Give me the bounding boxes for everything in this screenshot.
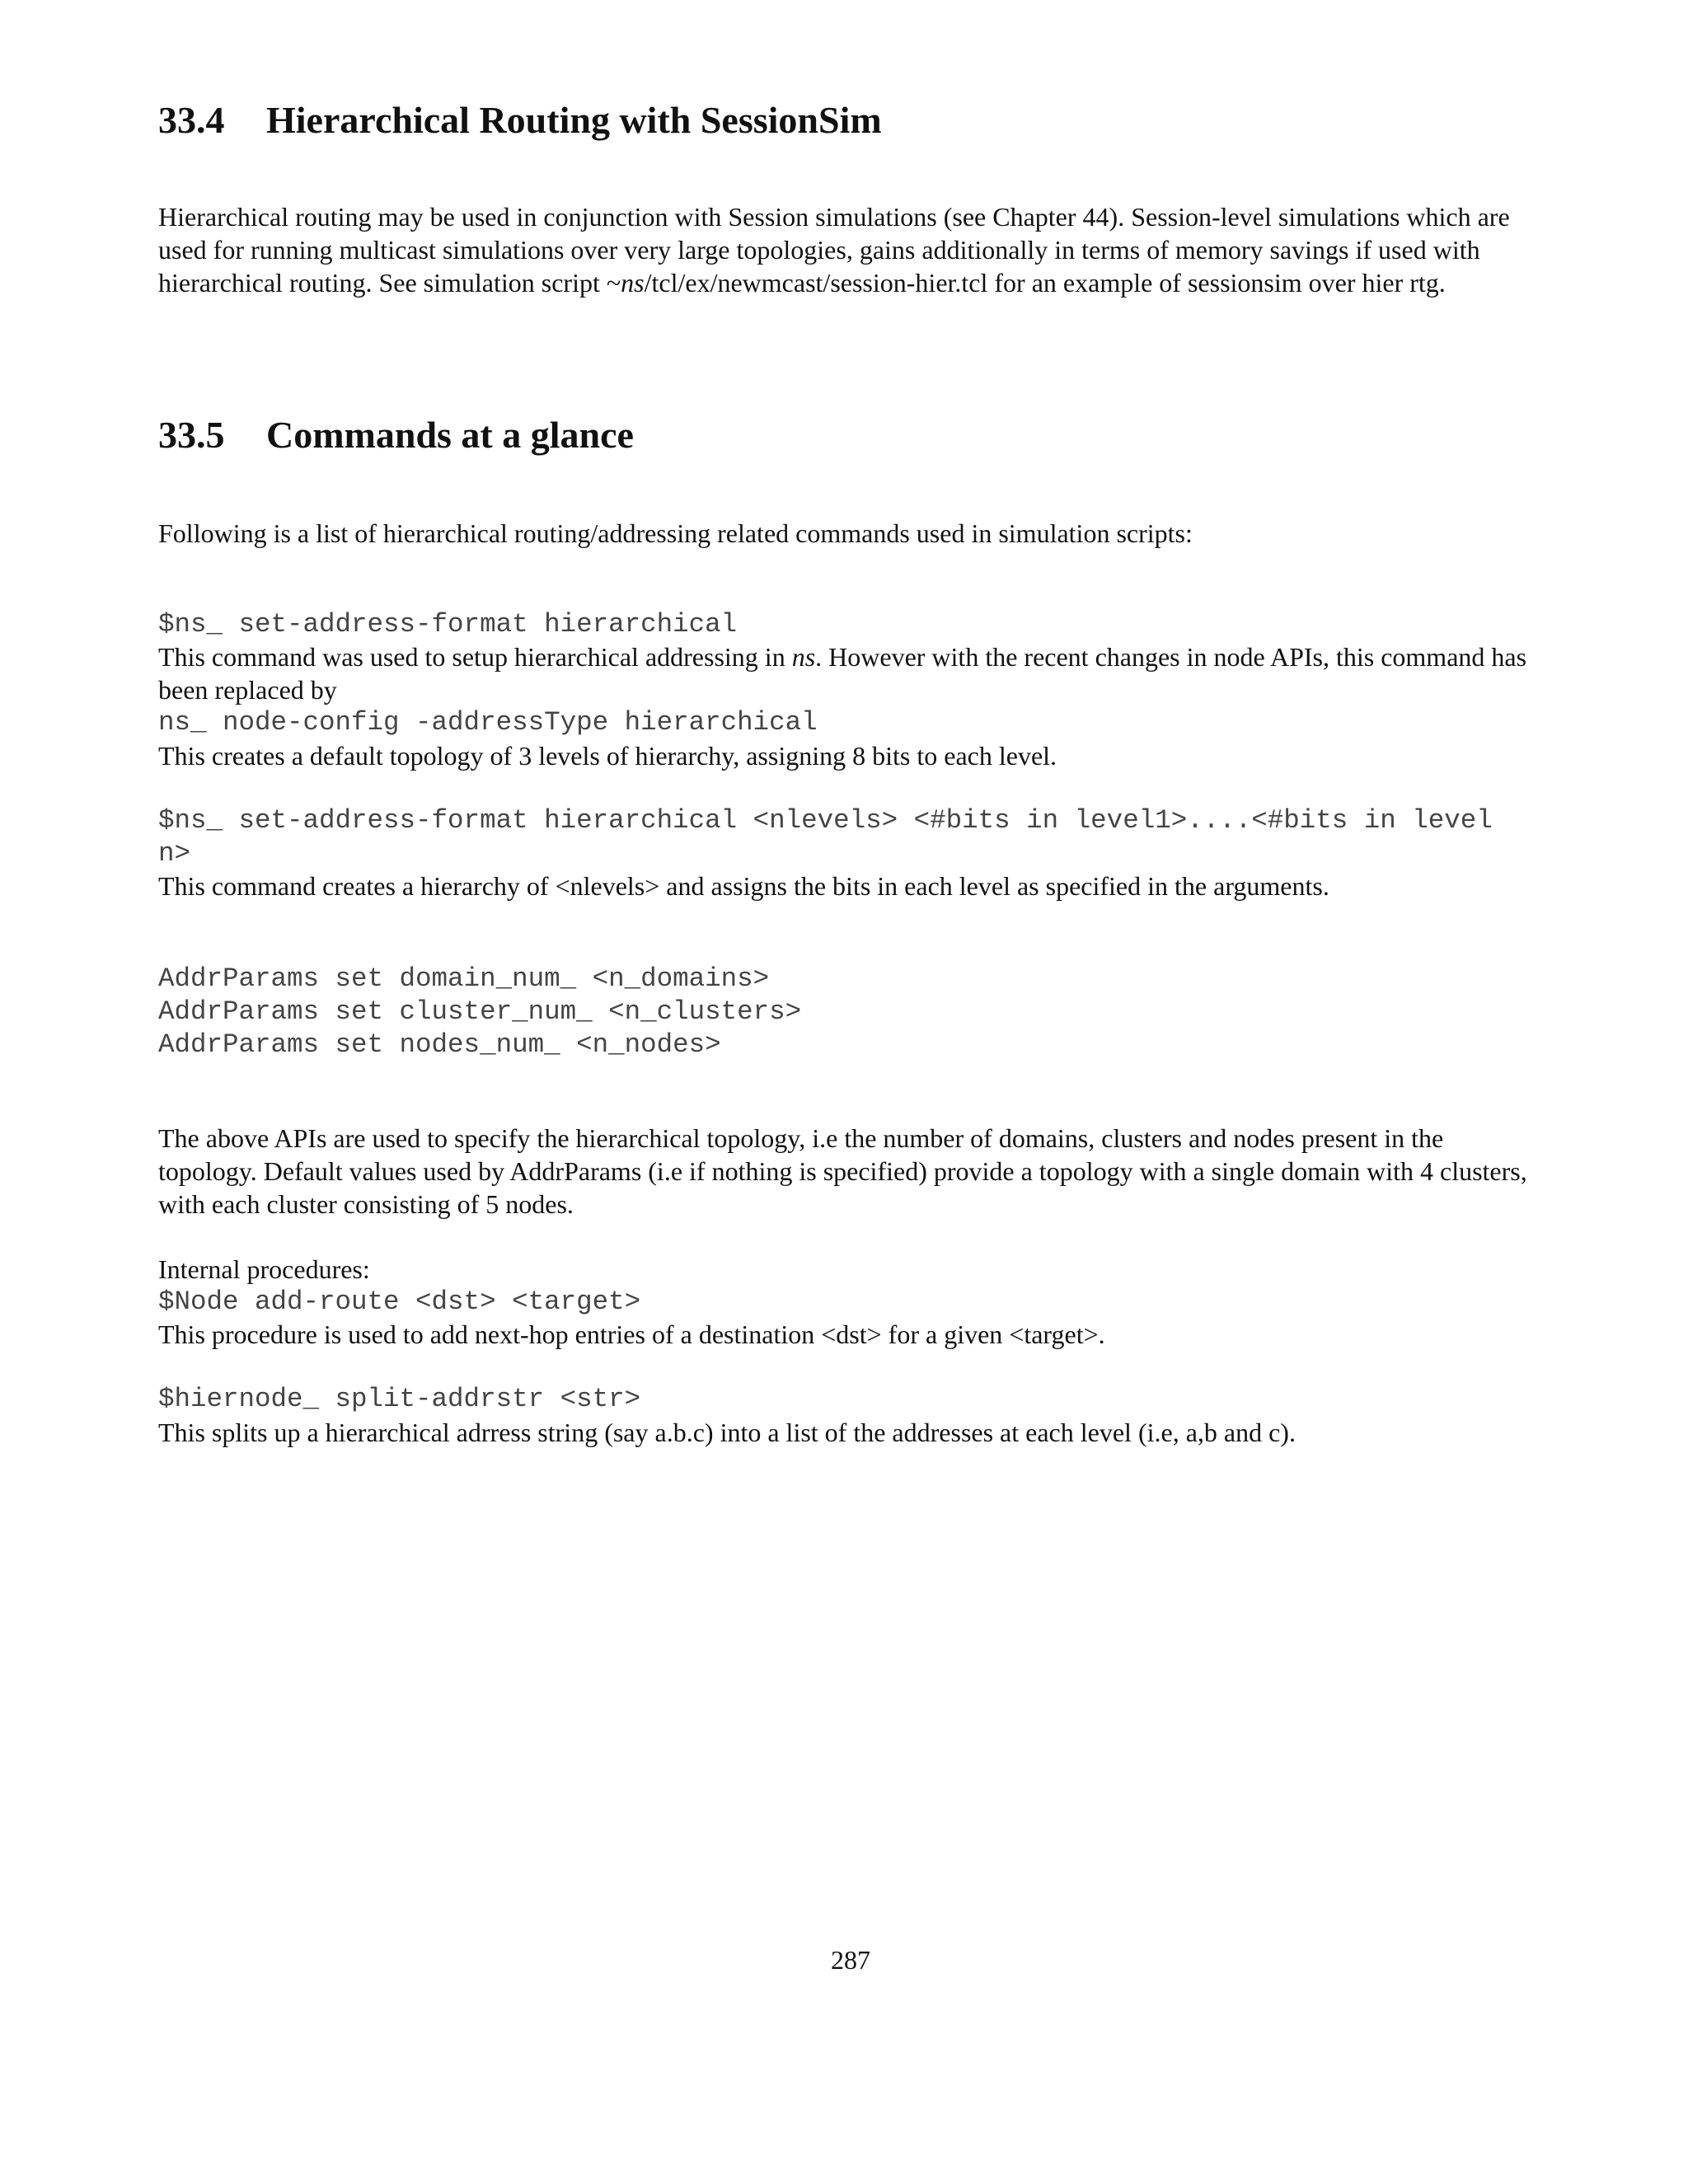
code-addrparams-nodes: AddrParams set nodes_num_ <n_nodes> — [158, 1029, 721, 1060]
cmd1-description — [158, 640, 1543, 706]
split-addrstr-description: This splits up a hierarchical adrress string (say a.b.c) into a list of the addresses at each level (i.e, a,b and c). — [158, 1418, 1296, 1447]
internal-procedures-label: Internal procedures: — [158, 1254, 370, 1284]
section-number: 33.5 — [158, 414, 225, 456]
sessionsim-paragraph — [158, 200, 1543, 299]
code-addrparams-cluster: AddrParams set cluster_num_ <n_clusters> — [158, 996, 802, 1027]
section-title: Hierarchical Routing with SessionSim — [266, 99, 882, 141]
code-set-address-format-levels-cont: n> — [158, 838, 191, 869]
paragraph-text: /tcl/ex/newmcast/session-hier.tcl for an example of sessionsim over hier rtg. — [644, 268, 1446, 298]
ns-italic: ns — [791, 642, 816, 672]
code-split-addrstr: $hiernode_ split-addrstr <str> — [158, 1384, 641, 1414]
section-heading-33-4 — [158, 97, 882, 143]
cmd1-description-2: This creates a default topology of 3 levels of hierarchy, assigning 8 bits to each level. — [158, 741, 1057, 771]
section-heading-33-5 — [158, 412, 634, 458]
addrparams-description: The above APIs are used to specify the hierarchical topology, i.e the number of domains, clusters and nodes present in the topology. Default values used by AddrParams (i.e if nothing is specified) provide a topology with a single domain with 4 clusters, with each cluster consisting of 5 nodes. — [158, 1123, 1527, 1219]
section-number: 33.4 — [158, 99, 225, 141]
code-node-config: ns_ node-config -addressType hierarchical — [158, 707, 818, 738]
code-set-address-format: $ns_ set-address-format hierarchical — [158, 609, 738, 640]
add-route-description: This procedure is used to add next-hop entries of a destination <dst> for a given <target>. — [158, 1319, 1105, 1349]
paragraph-text: Hierarchical routing may be used in conjunction with Session simulations (see Chapter 44). Session-level simulations which are used for running multicast simulations over very large topologies, gains additionally in terms of memory savings if used with hierarchical routing. See simulation script ~ — [158, 202, 1510, 298]
description-text: . However with the recent changes in node APIs, this command has been replaced by — [158, 642, 1527, 705]
description-text: This command was used to setup hierarchical addressing in — [158, 642, 792, 672]
ns-italic: ns — [621, 268, 645, 298]
code-add-route: $Node add-route <dst> <target> — [158, 1286, 641, 1317]
code-addrparams-domain: AddrParams set domain_num_ <n_domains> — [158, 963, 770, 994]
commands-intro: Following is a list of hierarchical routing/addressing related commands used in simulation scripts: — [158, 518, 1193, 548]
code-set-address-format-levels: $ns_ set-address-format hierarchical <nlevels> <#bits in level1>....<#bits in level — [158, 805, 1493, 836]
page-number: 287 — [831, 1945, 870, 1975]
cmd2-description: This command creates a hierarchy of <nlevels> and assigns the bits in each level as specified in the arguments. — [158, 871, 1329, 901]
section-title: Commands at a glance — [266, 414, 634, 456]
